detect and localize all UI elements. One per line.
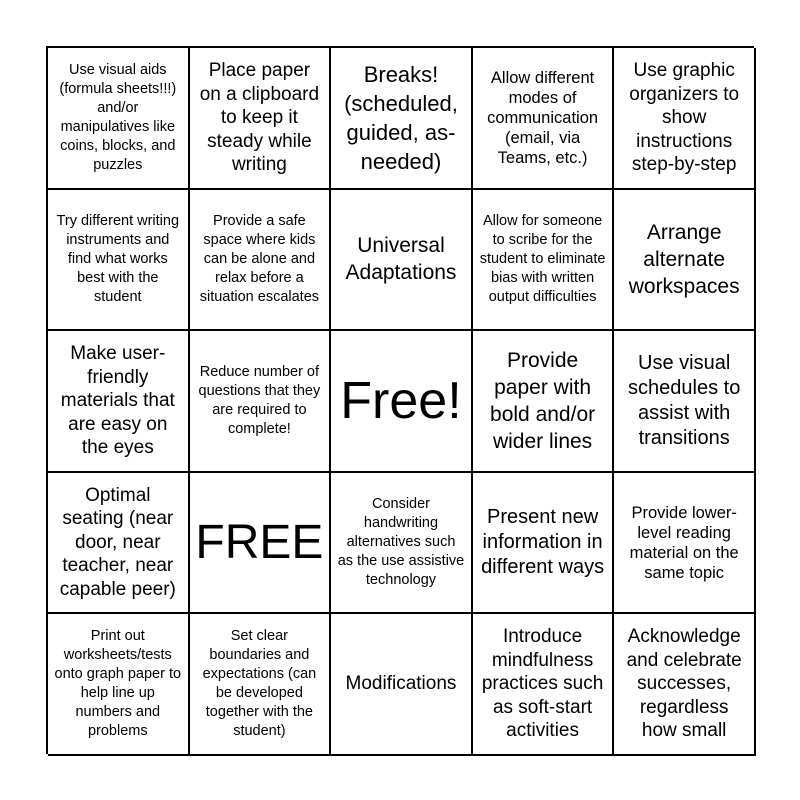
cell-text: Allow for someone to scribe for the student to eliminate bias with written output difficulties bbox=[479, 212, 606, 305]
cell-text: Provide paper with bold and/or wider lines bbox=[490, 348, 596, 453]
bingo-cell[interactable] bbox=[190, 190, 332, 332]
cell-text: Make user-friendly materials that are easy on the eyes bbox=[60, 343, 175, 459]
cell-text: Use graphic organizers to show instructions step-by-step bbox=[629, 60, 740, 176]
bingo-cell[interactable] bbox=[473, 473, 615, 615]
bingo-cell[interactable] bbox=[190, 331, 332, 473]
cell-text: Set clear boundaries and expectations (can be developed together with the student) bbox=[202, 628, 317, 740]
bingo-cell[interactable] bbox=[614, 614, 756, 756]
bingo-cell[interactable] bbox=[614, 473, 756, 615]
bingo-cell[interactable] bbox=[473, 190, 615, 332]
cell-text: Use visual aids (formula sheets!!!) and/or manipulatives like coins, blocks, and puzzles bbox=[59, 61, 177, 173]
cell-text: Acknowledge and celebrate successes, regardless how small bbox=[626, 626, 742, 742]
cell-text: Reduce number of questions that they are required to complete! bbox=[198, 363, 321, 437]
bingo-cell[interactable] bbox=[614, 190, 756, 332]
cell-text: FREE bbox=[195, 515, 324, 569]
bingo-cell[interactable] bbox=[48, 190, 190, 332]
cell-text: Print out worksheets/tests onto graph paper to help line up numbers and problems bbox=[54, 628, 182, 740]
cell-text: Present new information in different ways bbox=[481, 506, 605, 579]
bingo-cell[interactable] bbox=[331, 473, 473, 615]
bingo-cell[interactable] bbox=[331, 190, 473, 332]
cell-text: Breaks! (scheduled, guided, as-needed) bbox=[344, 61, 458, 174]
cell-text: Consider handwriting alternatives such as the use assistive technology bbox=[337, 496, 465, 589]
bingo-cell[interactable] bbox=[190, 614, 332, 756]
bingo-cell[interactable] bbox=[331, 614, 473, 756]
bingo-cell[interactable] bbox=[331, 48, 473, 190]
cell-text: Place paper on a clipboard to keep it steady while writing bbox=[199, 60, 320, 176]
cell-text: Provide a safe space where kids can be alone and relax before a situation escalates bbox=[199, 212, 320, 305]
cell-text: Optimal seating (near door, near teacher, near capable peer) bbox=[59, 484, 176, 600]
cell-text: Arrange alternate workspaces bbox=[628, 220, 740, 298]
bingo-cell[interactable] bbox=[473, 48, 615, 190]
cell-text: Introduce mindfulness practices such as soft-start activities bbox=[481, 626, 604, 742]
cell-text: Modifications bbox=[345, 673, 457, 695]
bingo-cell[interactable] bbox=[473, 614, 615, 756]
bingo-cell[interactable] bbox=[48, 48, 190, 190]
cell-text: Try different writing instruments and find what works best with the student bbox=[56, 212, 180, 305]
free-space[interactable] bbox=[190, 473, 332, 615]
bingo-board bbox=[46, 46, 754, 754]
bingo-cell[interactable] bbox=[48, 473, 190, 615]
bingo-cell[interactable] bbox=[614, 48, 756, 190]
bingo-cell[interactable] bbox=[473, 331, 615, 473]
bingo-cell[interactable] bbox=[614, 331, 756, 473]
cell-text: Universal Adaptations bbox=[345, 234, 457, 285]
bingo-cell[interactable] bbox=[190, 48, 332, 190]
free-space[interactable] bbox=[331, 331, 473, 473]
cell-text: Free! bbox=[340, 371, 462, 430]
cell-text: Use visual schedules to assist with transitions bbox=[628, 351, 741, 449]
bingo-cell[interactable] bbox=[48, 331, 190, 473]
bingo-cell[interactable] bbox=[48, 614, 190, 756]
cell-text: Allow different modes of communication (email, via Teams, etc.) bbox=[487, 68, 599, 167]
cell-text: Provide lower-level reading material on the same topic bbox=[629, 503, 739, 582]
